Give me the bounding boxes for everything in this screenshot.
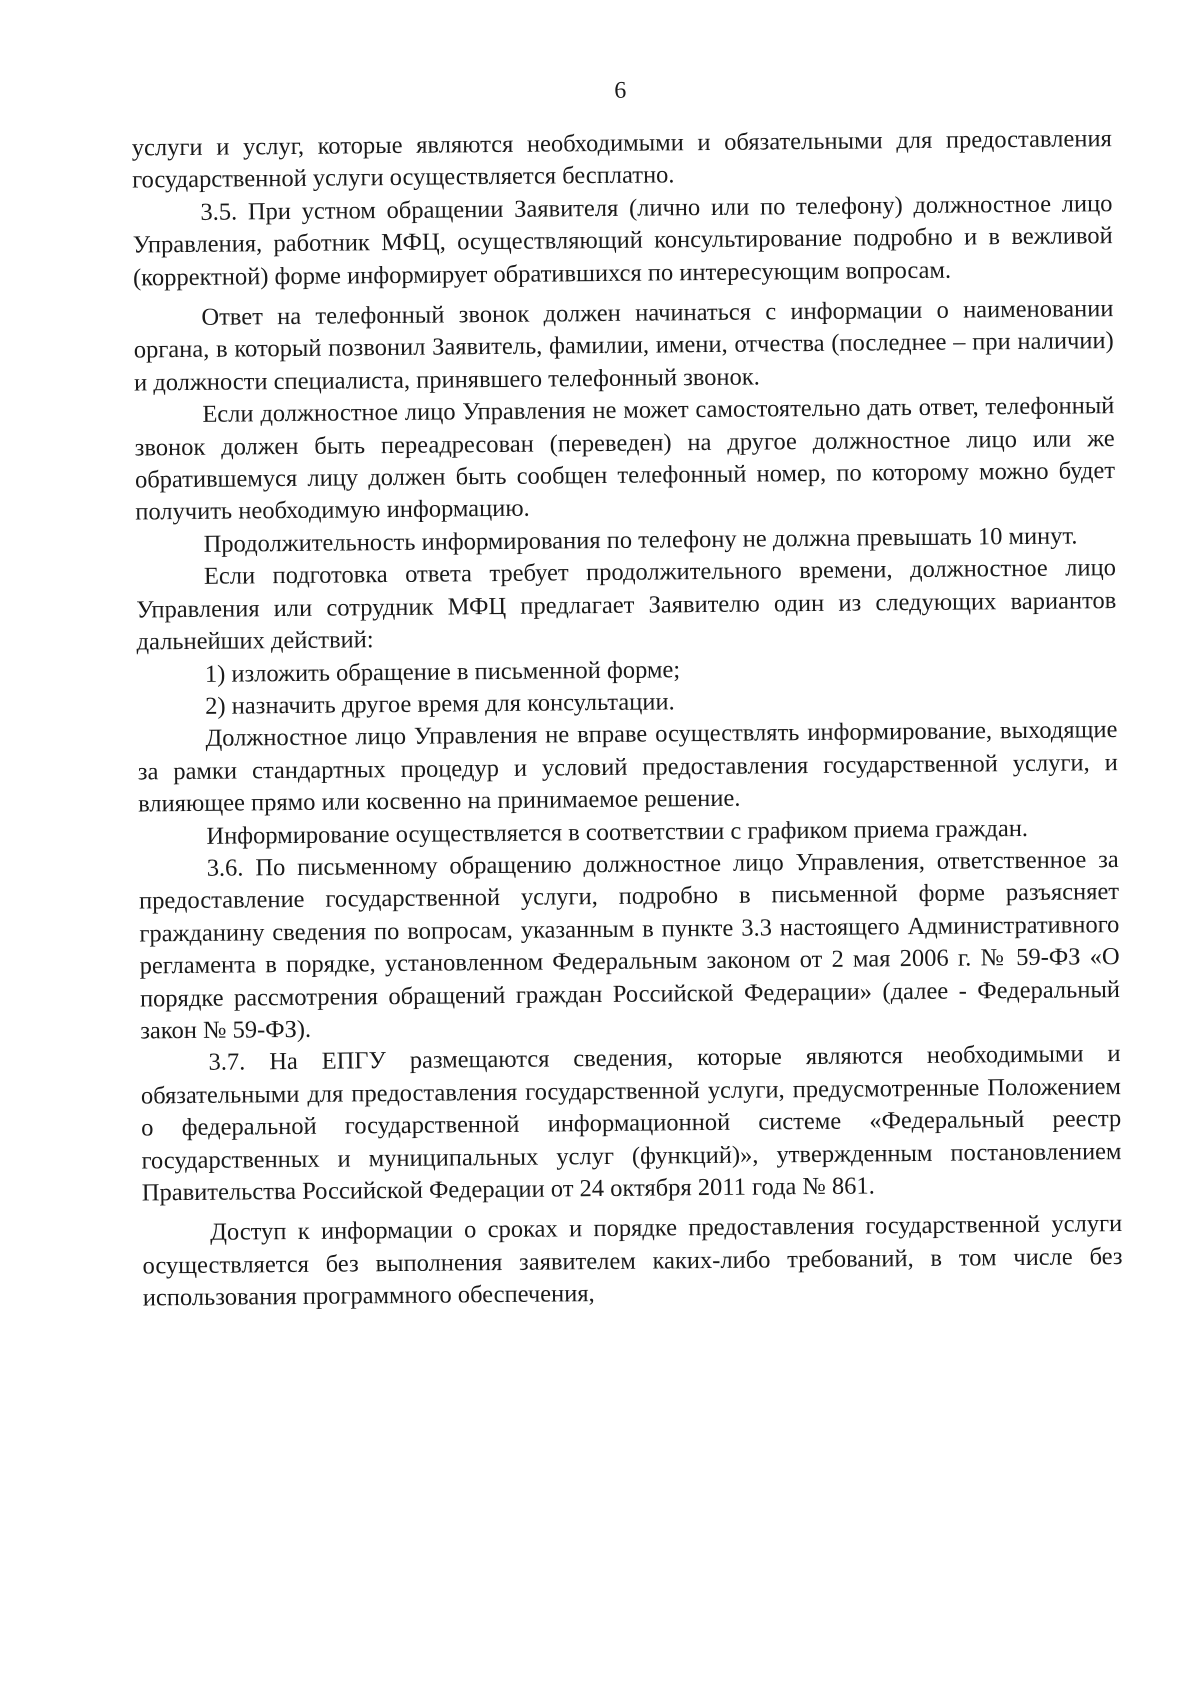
paragraph-3-5: 3.5. При устном обращении Заявителя (лично или по телефону) должностное лицо Управления, работник МФЦ, осуществляющий консультирование подробно и в вежливой (корректной) форме информирует обратившихся по интересующим вопросам. (132, 189, 1113, 292)
list-item-1: 1) изложить обращение в письменной форме; (204, 655, 681, 688)
paragraph-not-allowed: Должностное лицо Управления не вправе осуществлять информирование, выходящие за рамки стандартных процедур и условий предоставления государственной услуги, и влияющее прямо или косвенно на принимаемое решение. (137, 716, 1118, 818)
page-number: 6 (614, 77, 627, 104)
paragraph-phone-answer: Ответ на телефонный звонок должен начинаться с информации о наименовании органа, в который позвонил Заявитель, фамилии, имени, отчества (последнее – при наличии) и должности специалиста, принявшего телефонный звонок. (133, 295, 1114, 397)
list-item-2: 2) назначить другое время для консультации. (205, 688, 675, 720)
document-body (132, 123, 1123, 1315)
paragraph-continuation: услуги и услуг, которые являются необходимыми и обязательными для предоставления государственной услуги осуществляется бесплатно. (131, 125, 1112, 194)
paragraph-3-6: 3.6. По письменному обращению должностное лицо Управления, ответственное за предоставление государственной услуги, подробно в письменной форме разъясняет гражданину сведения по вопросам, указанным в пункте 3.3 настоящего Административного регламента в порядке, установленном Федеральным законом от 2 мая 2006 г. № 59-ФЗ «О порядке рассмотрения обращений граждан Российской Федерации» (далее - Федеральный закон № 59-ФЗ). (138, 845, 1121, 1045)
paragraph-long-preparation: Если подготовка ответа требует продолжительного времени, должностное лицо Управления или сотрудник МФЦ предлагает Заявителю один из следующих вариантов дальнейших действий: (136, 554, 1117, 656)
paragraph-schedule: Информирование осуществляется в соответствии с графиком приема граждан. (206, 814, 1029, 850)
paragraph-phone-duration: Продолжительность информирования по телефону не должна превышать 10 минут. (203, 522, 1078, 558)
paragraph-phone-redirect: Если должностное лицо Управления не может самостоятельно дать ответ, телефонный звонок должен быть переадресован (переведен) на другое должностное лицо или же обратившемуся лицу должен быть сообщен телефонный номер, по которому можно будет получить необходимую информацию. (134, 392, 1116, 526)
paragraph-access: Доступ к информации о сроках и порядке предоставления государственной услуги осуществляется без выполнения заявителем каких-либо требований, в том числе без использования программного обеспечения, (142, 1210, 1123, 1312)
paragraph-3-7: 3.7. На ЕПГУ размещаются сведения, которые являются необходимыми и обязательными для предоставления государственной услуги, предусмотренные Положением о федеральной государственной информационной системе «Федеральный реестр государственных и муниципальных услуг (функций)», утвержденным постановлением Правительства Российской Федерации от 24 октября 2011 года № 861. (140, 1040, 1122, 1207)
